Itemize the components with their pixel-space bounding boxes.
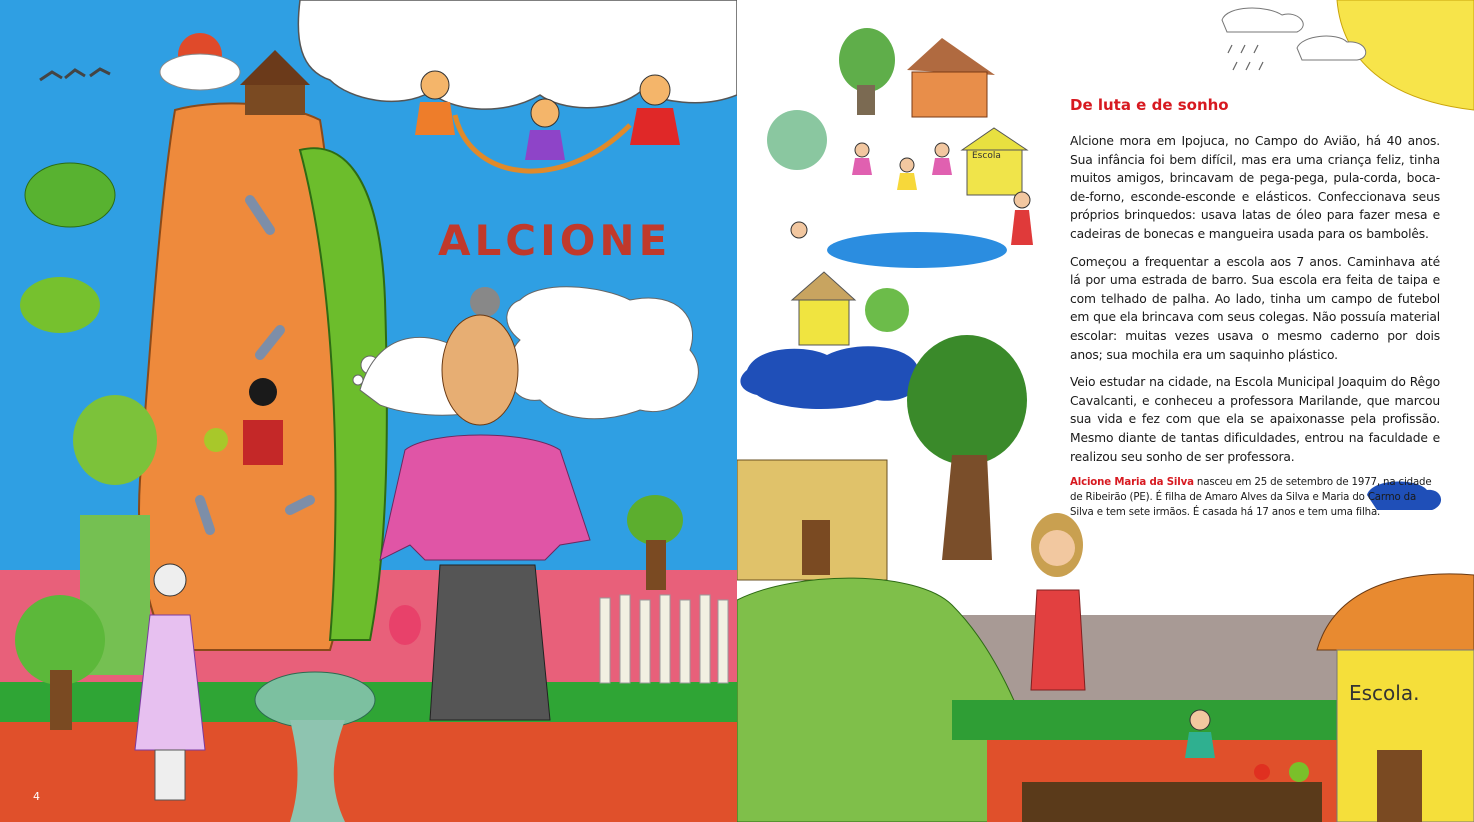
yellow-house-roof [792,272,855,300]
kid-2-head [531,99,559,127]
tree-mid-left [20,277,100,333]
kid-3-body [630,108,680,145]
kid-3-head [640,75,670,105]
woman-face [1039,530,1075,566]
house-body [912,72,987,117]
paragraph-2: Começou a frequentar a escola aos 7 anos. Caminhava até lá por uma estrada de barro. Sua escola era feita de taipa e com telhado de palha. Ao lado, tinha um campo de futebol em que ela brincava com seus colegas. Não possuía material escolar: muitas vezes usava o mesmo caderno por dois anos; sua mochila era um saquinho plástico. [1070,254,1440,362]
top-tree [839,28,895,92]
bio-text: nasceu em 25 de setembro de 1977, na cidade de Ribeirão (PE). É filha de Amaro Alves da Silva e Maria do Carmo da Silva e tem sete irmãos. É casada há 17 anos e tem uma filha. [1070,477,1432,519]
teacher-bag [389,605,421,645]
small-kid-head [1190,710,1210,730]
top-cloud [298,0,737,109]
school-right-sign: Escola. [1349,681,1420,705]
bio-name: Alcione Maria da Silva [1070,477,1194,489]
house-roof [907,38,995,75]
apple-tree-trunk [50,670,72,730]
bio-note [1070,475,1440,520]
blue-cloud [740,346,921,409]
yellow-house [799,300,849,345]
school-roof-right [1317,574,1474,650]
tree-top-left [25,163,115,227]
fisher-1-head [791,222,807,238]
front-tree-crown [255,672,375,728]
small-school-sign: Escola [972,151,1001,161]
kids-row [852,143,952,190]
teacher-blouse [380,435,590,560]
fisher-2-head [1014,192,1030,208]
teacher-skirt [430,565,550,720]
small-tree-right [627,495,683,545]
rain [1228,45,1263,70]
fisher-2-body [1011,210,1033,245]
article [1070,96,1440,529]
teal-tree [767,110,827,170]
kid-1-head [421,71,449,99]
small-kid-body [1185,732,1215,758]
teacher-bun [470,287,500,317]
pond [827,232,1007,268]
speech-bubble [507,287,699,419]
girl-legs [155,750,185,800]
bubble-dot-2 [353,375,363,385]
small-tree-trunk [646,540,666,590]
green-fruit [1289,762,1309,782]
title-lettering: ALCIONE [438,216,672,265]
girl-head [154,564,186,596]
climber-bag [204,428,228,452]
tree-lower-left [73,395,157,485]
orange-ground [0,722,737,822]
school-right-door [1377,750,1422,822]
kid-1-body [415,102,455,135]
apple [1254,764,1270,780]
big-tree-crown [907,335,1027,465]
straw-hut-door [802,520,830,575]
sun-cloud [160,54,240,90]
page-number: 4 [33,790,40,803]
teacher-face [442,315,518,425]
rain-cloud-1 [1222,8,1303,32]
kid-2-body [525,130,565,160]
big-tree-trunk [942,455,992,560]
top-tree-trunk [857,85,875,115]
apple-tree-small [865,288,909,332]
paragraph-1: Alcione mora em Ipojuca, no Campo do Avião, há 40 anos. Sua infância foi bem difícil, mas era uma criança feliz, tinha muitos amigos, brincavam de pega-pega, pula-corda, boca-de-forno, esconde-esconde e elásticos. Confeccionava seus próprios brinquedos: usava latas de óleo para fazer mesa e cadeiras de bonecas e mangueira usada para os bambolês. [1070,134,1440,241]
article-heading: De luta e de sonho [1070,96,1229,114]
dirt-bench [1022,782,1322,822]
hut-body [245,85,305,115]
climber-dress [243,420,283,465]
paragraph-3: Veio estudar na cidade, na Escola Municipal Joaquim do Rêgo Cavalcanti, e conheceu a professora Marilande, que marcou sua vida e fez com que ela se apaixonasse pela profissão. Mesmo diante de tantas dificuldades, entrou na faculdade e realizou seu sonho de ser professora. [1070,375,1440,464]
climber-head [249,378,277,406]
woman-dress [1031,590,1085,690]
small-school-roof [962,128,1027,150]
